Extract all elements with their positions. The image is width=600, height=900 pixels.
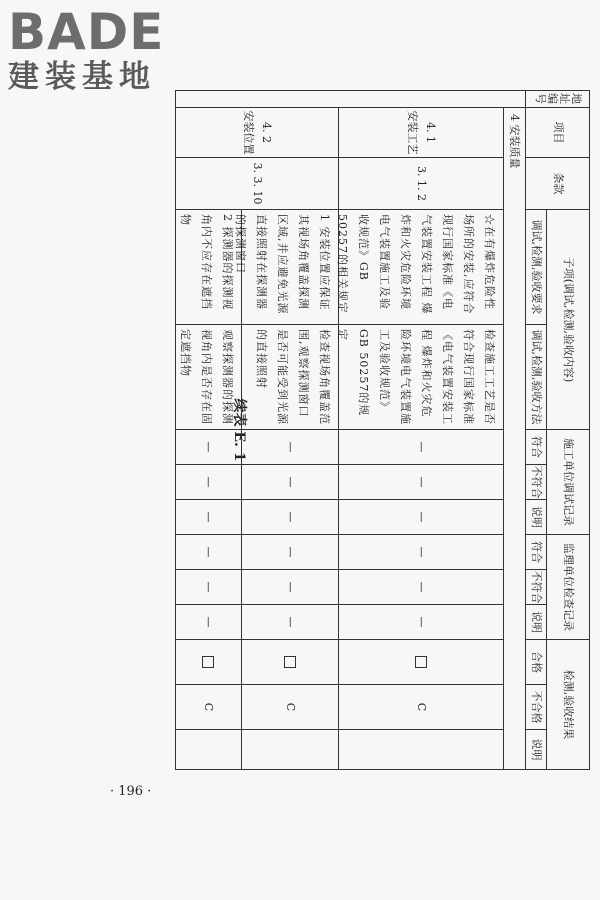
item-code: 4. 2 xyxy=(260,122,273,143)
qualified-checkbox-cell xyxy=(338,640,503,685)
su-pass-dash: — xyxy=(241,535,338,570)
header-supervision-unit: 监理单位检查记录 xyxy=(546,535,590,640)
inspection-table xyxy=(175,90,590,770)
requirement-cell: ☆在有爆炸危险性场所的安装,应符合现行国家标准《电气装置安装工程 爆炸和火灾危险环境电气装置施工及验收规范》GB 50257的相关规定 xyxy=(338,210,503,325)
page-number: · 196 · xyxy=(110,784,152,799)
item-installation-position xyxy=(175,108,338,158)
cu-pass-dash: — xyxy=(241,430,338,465)
item-name: 安装位置 xyxy=(242,110,255,155)
section-title: 4 安装质量 xyxy=(503,108,525,770)
su-pass-dash: — xyxy=(175,535,241,570)
cu-note-dash: — xyxy=(241,500,338,535)
header-cu-pass: 符合 xyxy=(525,430,546,465)
clause-cell: 3. 3. 10 xyxy=(175,158,338,210)
header-su-fail: 不符合 xyxy=(525,570,546,605)
su-fail-dash: — xyxy=(175,570,241,605)
su-fail-dash: — xyxy=(338,570,503,605)
item-code: 4. 1 xyxy=(424,122,437,143)
unqualified-mark: C xyxy=(338,685,503,730)
clause-cell: 3. 1. 2 xyxy=(338,158,503,210)
method-cell: 检查施工工艺是否符合现行国家标准《电气装置安装工程 爆炸和火灾危险环境电气装置施工及验收规范》GB 50257的规定 xyxy=(338,325,503,430)
header-su-pass: 符合 xyxy=(525,535,546,570)
header-requirement: 调试,检测,验收要求 xyxy=(525,210,546,325)
location-column xyxy=(175,90,525,108)
su-pass-dash: — xyxy=(338,535,503,570)
cu-fail-dash: — xyxy=(241,465,338,500)
su-note-dash: — xyxy=(175,605,241,640)
header-result-note: 说明 xyxy=(525,730,546,770)
cu-fail-dash: — xyxy=(175,465,241,500)
cu-note-dash: — xyxy=(175,500,241,535)
header-construction-unit: 施工单位调试记录 xyxy=(546,430,590,535)
logo-subtitle: 建装基地 xyxy=(8,59,156,95)
header-cu-note: 说明 xyxy=(525,500,546,535)
header-method: 调试,检测,验收方法 xyxy=(525,325,546,430)
header-qualified: 合格 xyxy=(525,640,546,685)
cu-pass-dash: — xyxy=(175,430,241,465)
qualified-checkbox[interactable] xyxy=(284,656,296,668)
logo-wordmark: BADE xyxy=(8,3,165,61)
unqualified-mark: C xyxy=(241,685,338,730)
header-sub-item: 子项(调试,检测,验收内容) xyxy=(546,210,590,430)
su-note-dash: — xyxy=(338,605,503,640)
table-caption: 续表 E. 1 xyxy=(231,398,247,462)
su-note-dash: — xyxy=(241,605,338,640)
header-location: 地址编号 xyxy=(525,90,590,108)
qualified-checkbox-cell xyxy=(175,640,241,685)
item-installation-process xyxy=(338,108,503,158)
header-su-note: 说明 xyxy=(525,605,546,640)
qualified-checkbox-cell xyxy=(241,640,338,685)
header-inspection-result: 检测,验收结果 xyxy=(546,640,590,770)
header-unqualified: 不合格 xyxy=(525,685,546,730)
header-item: 项目 xyxy=(525,108,590,158)
unqualified-mark: C xyxy=(175,685,241,730)
requirement-cell: 2 探测器的探测视角内不应存在遮挡物 xyxy=(175,210,241,325)
item-name: 安装工艺 xyxy=(406,110,419,155)
method-cell: 观察探测器的探测视角内是否存在固定遮挡物 xyxy=(175,325,241,430)
cu-pass-dash: — xyxy=(338,430,503,465)
method-cell: 检查视场角覆盖范围,观察探测窗口是否可能受到光源的直接照射 xyxy=(241,325,338,430)
cu-fail-dash: — xyxy=(338,465,503,500)
publisher-logo xyxy=(8,4,164,96)
qualified-checkbox[interactable] xyxy=(203,656,215,668)
requirement-cell: 1 安装位置应保证其视场角覆盖探测区域,并应避免光源直接照射在探测器的探测窗口 xyxy=(241,210,338,325)
result-note-cell xyxy=(338,730,503,770)
header-clause: 条款 xyxy=(525,158,590,210)
header-cu-fail: 不符合 xyxy=(525,465,546,500)
result-note-cell xyxy=(175,730,241,770)
result-note-cell xyxy=(241,730,338,770)
qualified-checkbox[interactable] xyxy=(415,656,427,668)
cu-note-dash: — xyxy=(338,500,503,535)
su-fail-dash: — xyxy=(241,570,338,605)
